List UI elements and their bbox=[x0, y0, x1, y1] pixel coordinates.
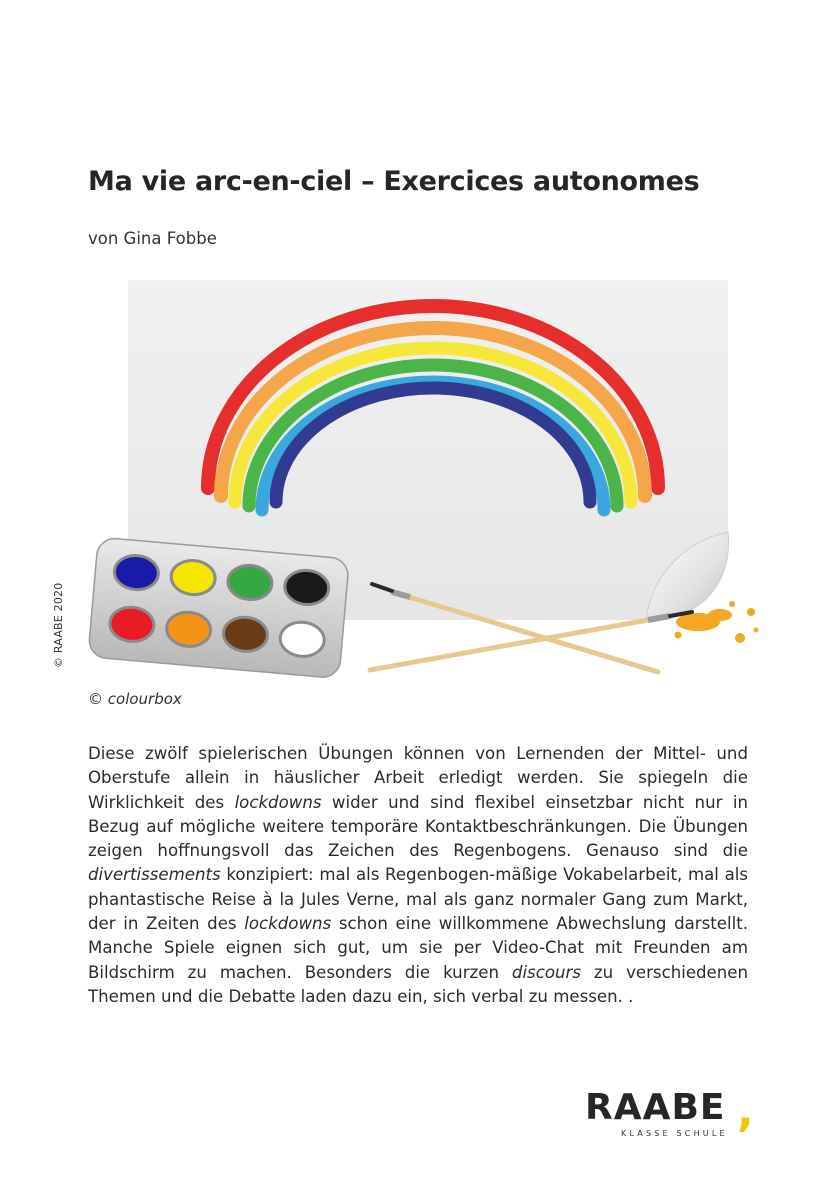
paragraph-run: wider und sind flexibel einsetzbar nicht nur in Bezug auf mögliche weitere temporäre Kontaktbeschränkungen. Die Übungen zeigen hoffnungsvoll das Zeichen des Regenbogens. Genauso sind die bbox=[88, 792, 748, 861]
image-credit bbox=[88, 690, 182, 708]
logo-tagline: KLASSE SCHULE bbox=[621, 1129, 728, 1138]
logo-comma: , bbox=[737, 1086, 754, 1137]
paragraph-run: Diese zwölf spielerischen Übungen können von Lernenden der Mittel- und Oberstufe allein in häuslicher Arbeit erledigt werden. Sie spiegeln die Wirklichkeit des bbox=[88, 744, 748, 812]
paragraph-run-italic: divertissements bbox=[88, 865, 221, 885]
rainbow-illustration bbox=[80, 270, 770, 680]
image-credit-name: colourbox bbox=[107, 690, 182, 708]
copyright-symbol: © bbox=[88, 690, 103, 708]
page-title: Ma vie arc-en-ciel – Exercices autonomes bbox=[88, 166, 700, 197]
paragraph-run: zu verschiedenen Themen und die Debatte laden dazu ein, sich verbal zu messen. . bbox=[88, 962, 749, 1006]
paint-palette-icon bbox=[88, 537, 349, 679]
paragraph-run: schon eine willkommene Abwechslung darstellt. Manche Spiele eignen sich gut, um sie per Video-Chat mit Freunden am Bildschirm zu machen. Besonders die kurzen bbox=[88, 914, 748, 982]
paragraph-run-italic: discours bbox=[511, 962, 581, 982]
raabe-logo bbox=[585, 1088, 760, 1142]
side-copyright: © RAABE 2020 bbox=[52, 582, 65, 668]
intro-paragraph bbox=[88, 742, 748, 1009]
author-line: von Gina Fobbe bbox=[88, 229, 217, 248]
logo-wordmark: RAABE bbox=[585, 1087, 726, 1128]
paragraph-run-italic: lockdowns bbox=[244, 914, 332, 934]
paragraph-run: konzipiert: mal als Regenbogen-mäßige Vokabelarbeit, mal als phantastische Reise à la Jules Verne, mal als ganz normaler Gang zum Markt, der in Zeiten des bbox=[88, 865, 748, 934]
paragraph-run-italic: lockdowns bbox=[234, 792, 322, 812]
paintbrush-icon bbox=[370, 612, 692, 670]
